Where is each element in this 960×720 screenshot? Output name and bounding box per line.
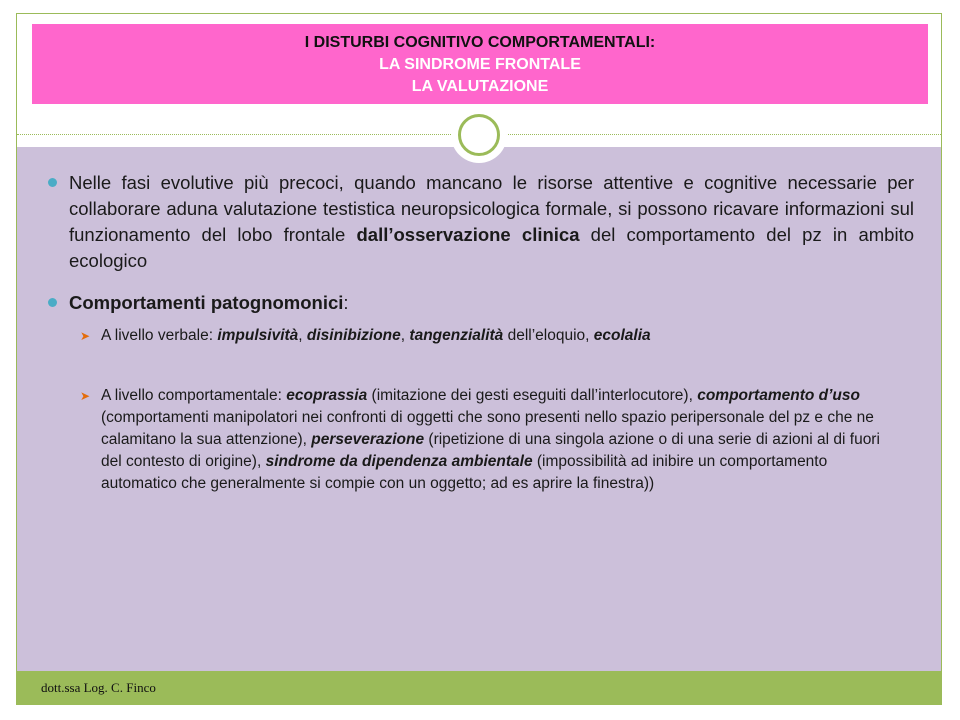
sub-2-term-3: perseverazione — [311, 431, 425, 448]
sub-2-term-1: ecoprassia — [286, 387, 368, 404]
footer-author: dott.ssa Log. C. Finco — [41, 680, 156, 695]
bullet-1-text — [69, 170, 914, 274]
circle-bullet-icon — [48, 178, 57, 187]
sub-1-term-1: impulsività — [217, 327, 299, 344]
arrow-bullet-icon: ➤ — [80, 329, 91, 343]
circle-bullet-icon — [48, 298, 57, 307]
ring-ornament-icon — [451, 107, 507, 163]
sub-2-term-2: comportamento d’uso — [697, 387, 860, 404]
bullet-1-part-1: Nelle fasi evolutive più precoci, quando mancano le risorse attentive e cognitive necessarie per collaborare aduna valutazione testistica neuropsicologica formale, si possono ricavare informazioni sul funzionamento del lobo frontale — [69, 172, 914, 245]
sub-1-part-4: dell’eloquio, — [503, 327, 594, 344]
sub-2-part-4: (ripetizione di una singola azione o di una serie di azioni al di fuori del contesto di origine), — [101, 431, 880, 470]
title-line-2: LA SINDROME FRONTALE — [379, 56, 581, 73]
bullet-1-part-2: del comportamento del pz in ambito ecologico — [69, 224, 914, 271]
title-banner — [32, 24, 928, 104]
ring-inner-icon — [458, 114, 500, 156]
sub-2-part-1: A livello comportamentale: — [101, 387, 287, 404]
sub-1-term-4: ecolalia — [593, 327, 651, 344]
bullet-2-bold: Comportamenti patognomonici — [69, 292, 344, 313]
sub-1-part-1: A livello verbale: — [101, 327, 218, 344]
sub-2-term-4: sindrome da dipendenza ambientale — [265, 453, 533, 470]
bullet-2-colon: : — [343, 292, 349, 313]
arrow-bullet-icon: ➤ — [80, 389, 91, 403]
bullet-2-text — [69, 290, 914, 316]
sub-2-part-2: (imitazione dei gesti eseguiti dall’interlocutore), — [367, 387, 698, 404]
bullet-1-bold: dall’osservazione clinica — [356, 224, 580, 245]
footer-bar — [17, 671, 941, 704]
sub-bullet-1-text — [101, 325, 901, 347]
sub-1-part-3: , — [400, 327, 410, 344]
sub-1-term-2: disinibizione — [306, 327, 401, 344]
sub-bullet-2-text — [101, 385, 901, 495]
sub-1-term-3: tangenzialità — [409, 327, 504, 344]
sub-2-part-5: (impossibilità ad inibire un comportamento automatico che generalmente si compie con un oggetto; ad es aprire la finestra)) — [101, 453, 828, 492]
sub-2-part-3: (comportamenti manipolatori nei confronti di oggetti che sono presenti nello spazio peripersonale del pz e che ne calamitano la sua attenzione), — [101, 409, 874, 448]
title-line-3: LA VALUTAZIONE — [411, 78, 549, 95]
title-line-1: I DISTURBI COGNITIVO COMPORTAMENTALI: — [304, 34, 656, 51]
sub-1-part-2: , — [298, 327, 307, 344]
